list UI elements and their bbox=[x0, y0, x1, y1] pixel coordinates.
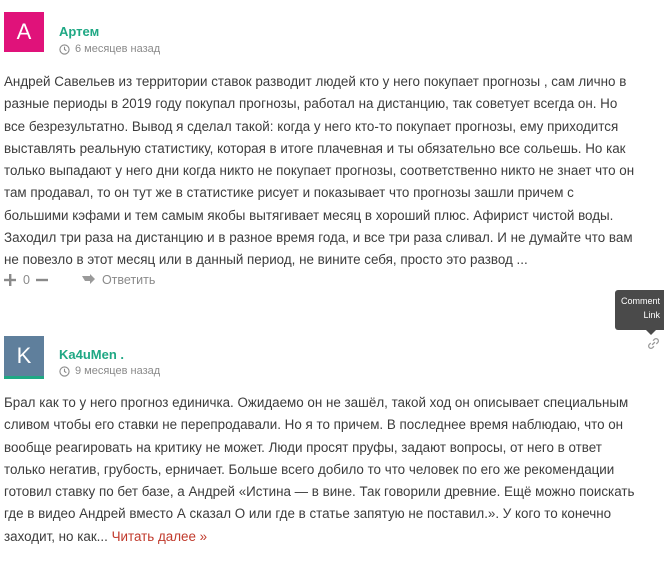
avatar: K bbox=[4, 336, 44, 376]
reply-arrow-icon bbox=[81, 274, 96, 286]
clock-icon bbox=[59, 366, 70, 377]
comment-meta bbox=[59, 365, 160, 377]
minus-icon[interactable] bbox=[35, 273, 49, 287]
author-name[interactable]: Ka4uMen . bbox=[59, 347, 125, 362]
comment-text bbox=[4, 392, 636, 548]
vote-count: 0 bbox=[23, 273, 30, 287]
plus-icon[interactable] bbox=[3, 273, 17, 287]
tooltip-line-2: Link bbox=[643, 310, 660, 320]
comment-link-tooltip bbox=[615, 290, 664, 330]
comment-time[interactable]: 6 месяцев назад bbox=[75, 43, 161, 55]
avatar-underline bbox=[4, 376, 44, 379]
reply-button[interactable] bbox=[81, 273, 155, 287]
comment-text: Андрей Савельев из территории ставок разводит людей кто у него покупает прогнозы , сам лично в разные периоды в 2019 году покупал прогнозы, работал на дистанцию, так советует всегда он. Но все безрезультатно. Вывод я сделал такой: когда у него кто-то покупает прогнозы, ему приходится выставлять реальную статистику, которая в итоге плачевная и ты обязательно все сольешь. Но как только выпадают у него дни когда никто не покупает прогнозы, соответственно никто не знает что он там продавал, то он тут же в статистике рисует и показывает что прогнозы зашли причем с большими кэфами и тем самым якобы вытягивает месяц в хороший плюс. Афирист чистой воды. Заходил три раза на дистанцию и в разное время года, и все три раза сливал. И не думайте что вам не повезло в этот месяц или в данный период, не вините себя, просто это развод ... bbox=[4, 74, 635, 268]
comment-meta bbox=[59, 43, 160, 55]
tooltip-line-1: Comment bbox=[620, 296, 660, 306]
reply-label: Ответить bbox=[101, 273, 156, 287]
author-name[interactable]: Артем bbox=[59, 24, 100, 39]
comment-actions bbox=[3, 273, 155, 287]
link-icon[interactable] bbox=[647, 337, 660, 350]
comment-text-body: Брал как то у него прогноз единичка. Ожидаемо он не зашёл, такой ход он описывает специальным сливом чтобы его ставки не перепродавали. Но я то причем. В последнее время наблюдаю, что он вообще реагировать на критику не может. Люди просят пруфы, задают вопросы, от него в ответ только негатив, грубость, ерничает. Больше всего добило то что человек по его же рекомендации готовил ставку по бет базе, а Андрей «Истина — в вине. Так говорили древние. Ещё можно поискать где в видео Андрей вместо А сказал О или где в статье запятую не поставил.». У кого то конечно заходит, но как... bbox=[4, 395, 635, 544]
read-more-link[interactable]: Читать далее » bbox=[111, 528, 208, 544]
clock-icon bbox=[59, 44, 70, 55]
comment-time[interactable]: 9 месяцев назад bbox=[75, 365, 161, 377]
avatar: А bbox=[4, 12, 44, 52]
tooltip-arrow bbox=[646, 330, 656, 335]
